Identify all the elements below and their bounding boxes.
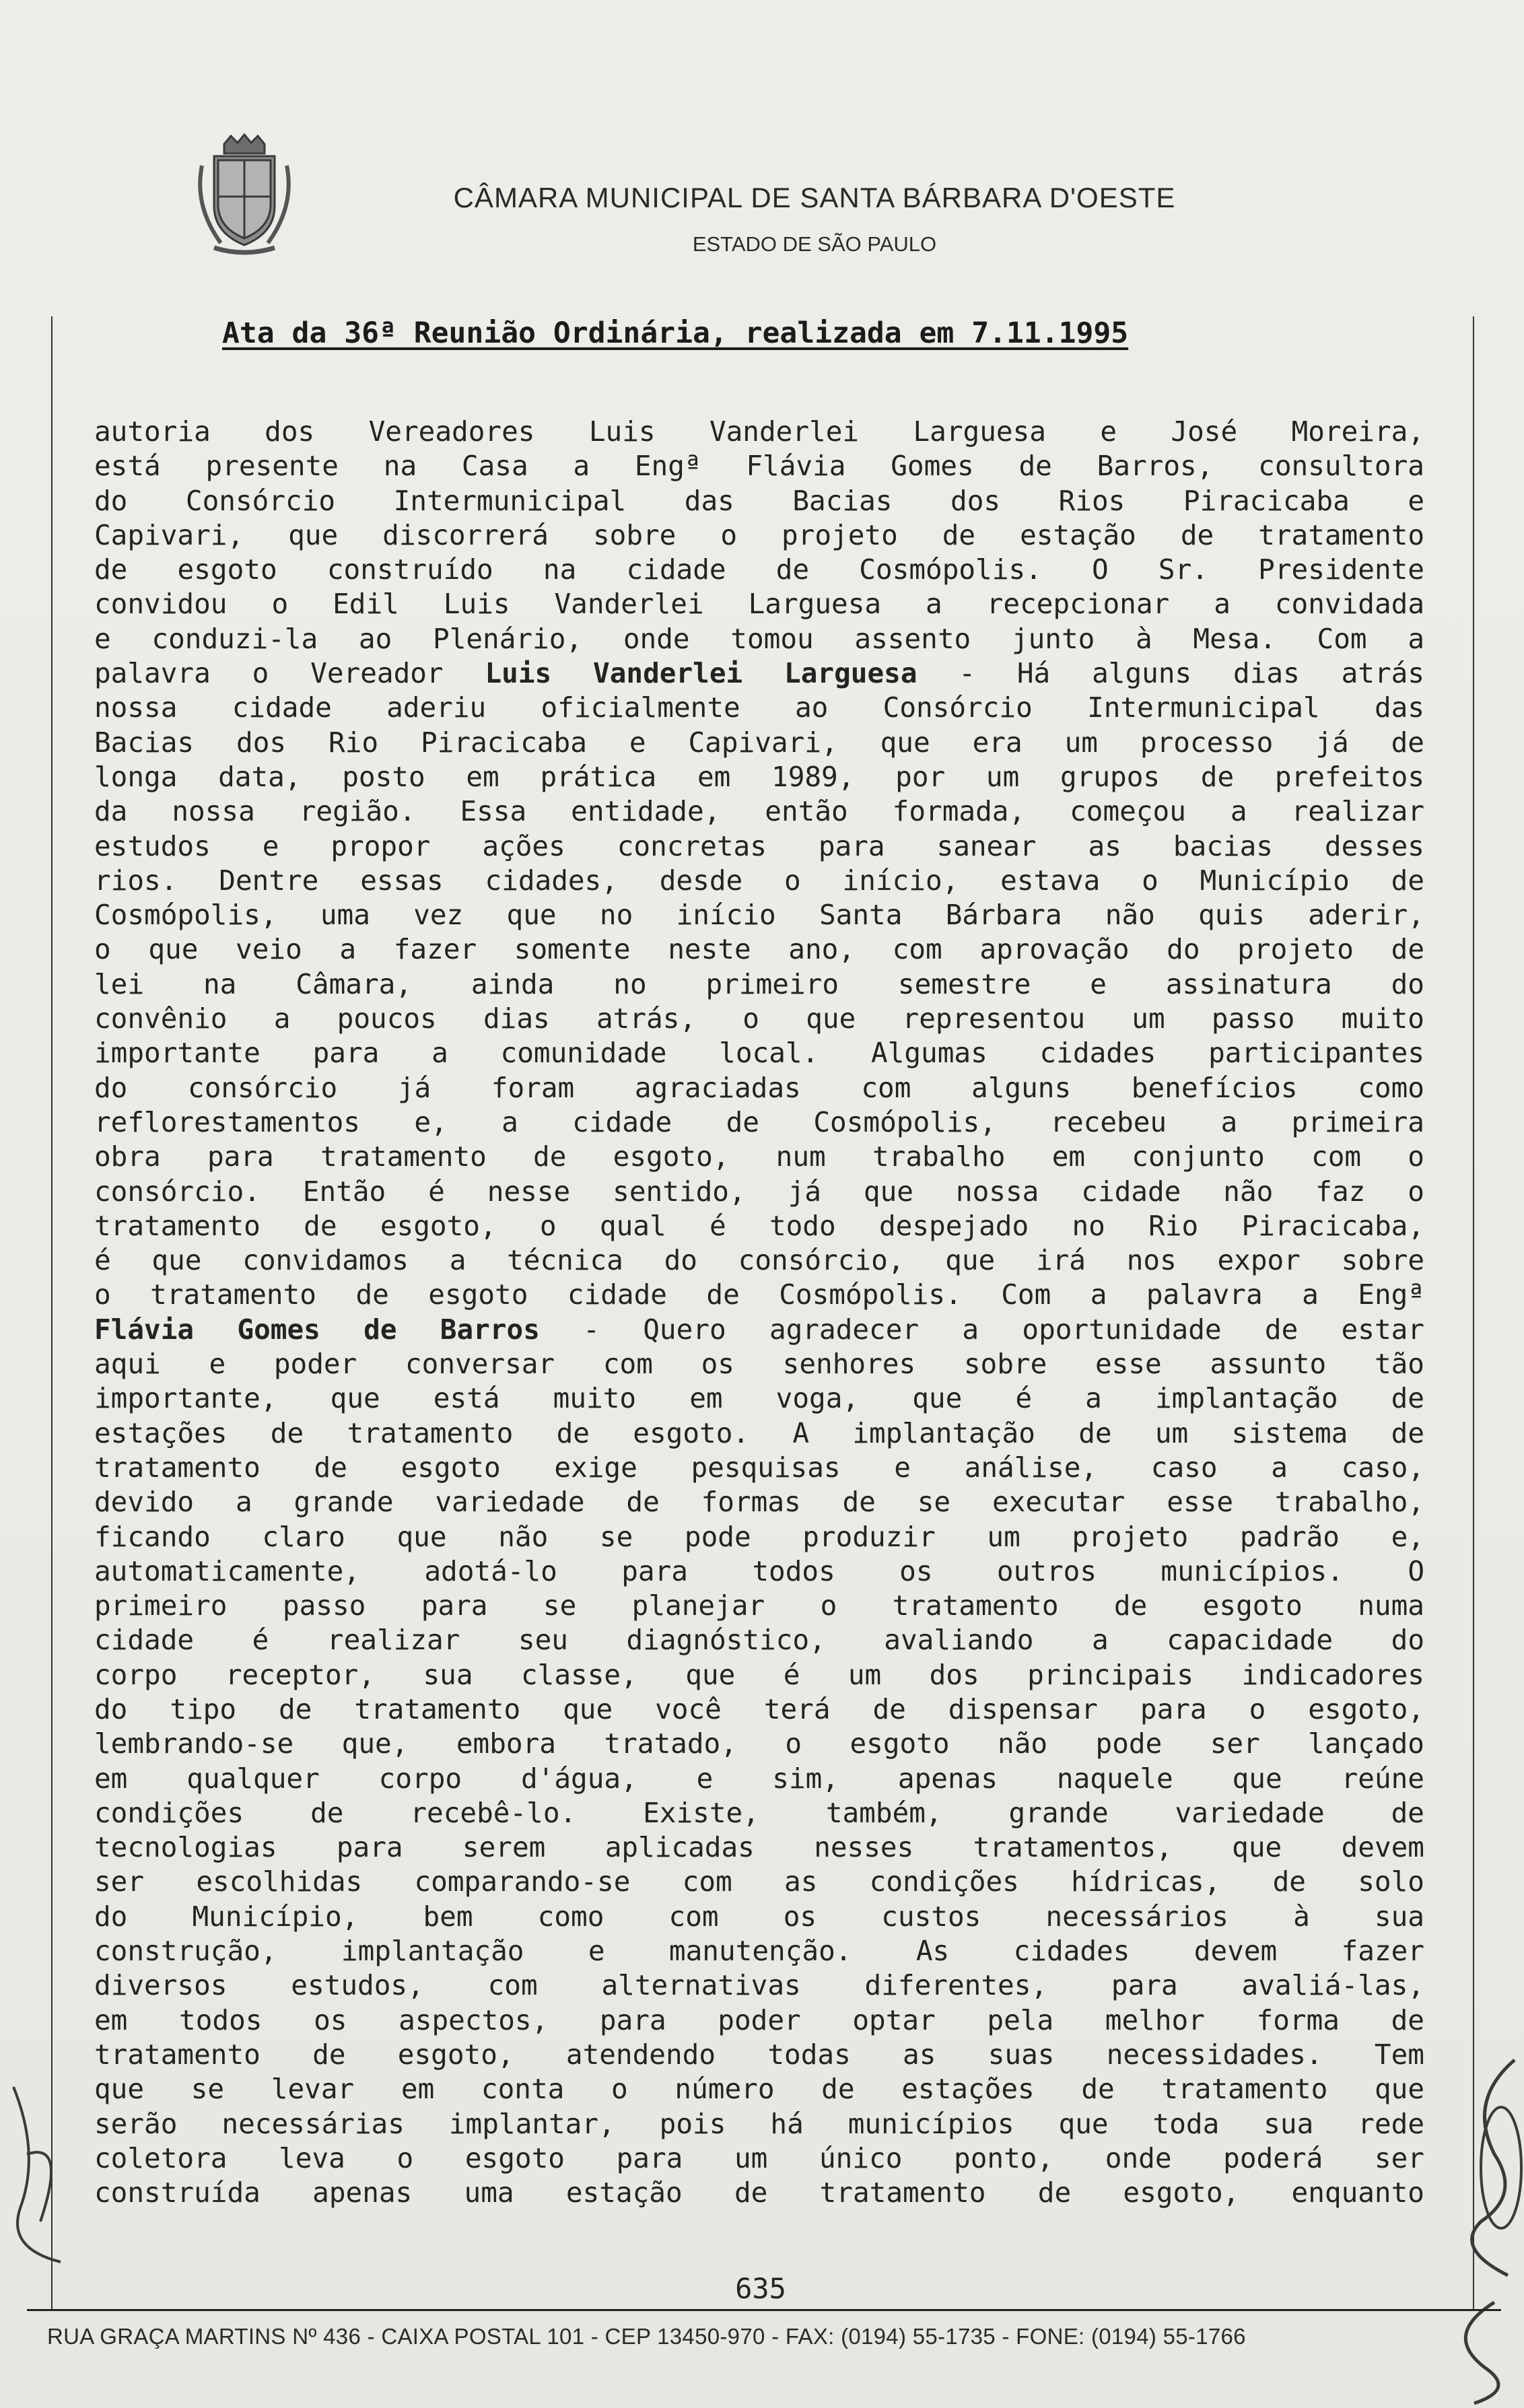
body-text-segment: que se levar em conta o número de estações de tratamento que (94, 2073, 1424, 2106)
body-line (94, 1105, 1424, 1140)
body-line (94, 1036, 1424, 1070)
body-text-segment: importante para a comunidade local. Algumas cidades participantes (94, 1037, 1424, 1070)
body-text-segment: - Quero agradecer a oportunidade de estar (539, 1313, 1424, 1346)
body-line (94, 2141, 1424, 2176)
body-text-segment: do consórcio já foram agraciadas com alguns benefícios como (94, 1071, 1424, 1104)
signature-left-icon (0, 2073, 81, 2275)
body-line (94, 1762, 1424, 1796)
body-line (94, 2176, 1424, 2210)
body-text-segment: em todos os aspectos, para poder optar pela melhor forma de (94, 2003, 1424, 2036)
body-text-segment: palavra o Vereador (94, 657, 485, 690)
body-text-segment: devido a grande variedade de formas de se executar esse trabalho, (94, 1486, 1424, 1519)
body-line (94, 1520, 1424, 1554)
body-text-segment: ficando claro que não se pode produzir um projeto padrão e, (94, 1520, 1424, 1553)
body-line (94, 967, 1424, 1002)
body-text-segment: consórcio. Então é nesse sentido, já que nossa cidade não faz o (94, 1175, 1424, 1208)
body-line (94, 656, 1424, 691)
left-margin-rule (51, 316, 53, 2309)
body-text-segment: está presente na Casa a Engª Flávia Gomes de Barros, consultora (94, 450, 1424, 483)
body-line (94, 932, 1424, 967)
body-text-segment: importante, que está muito em voga, que é a implantação de (94, 1382, 1424, 1415)
body-text-segment: do Município, bem como com os custos necessários à sua (94, 1900, 1424, 1933)
body-line (94, 2003, 1424, 2038)
body-line (94, 1623, 1424, 1657)
body-text-segment: tecnologias para serem aplicadas nesses tratamentos, que devem (94, 1831, 1424, 1864)
body-text-segment: automaticamente, adotá-lo para todos os outros municípios. O (94, 1554, 1424, 1587)
body-text-segment: em qualquer corpo d'água, e sim, apenas naquele que reúne (94, 1762, 1424, 1795)
body-text-segment: Capivari, que discorrerá sobre o projeto de estação de tratamento (94, 518, 1424, 551)
body-line (94, 1313, 1424, 1347)
body-line (94, 2107, 1424, 2141)
body-line (94, 1175, 1424, 1209)
minutes-title: Ata da 36ª Reunião Ordinária, realizada em 7.11.1995 (222, 316, 1129, 350)
body-text-segment: longa data, posto em prática em 1989, por um grupos de prefeitos (94, 760, 1424, 793)
body-line (94, 587, 1424, 621)
body-line (94, 1589, 1424, 1623)
signature-right-icon (1414, 2020, 1524, 2408)
body-line (94, 898, 1424, 932)
footer-divider (27, 2309, 1501, 2311)
body-line (94, 1347, 1424, 1381)
body-text-segment: convidou o Edil Luis Vanderlei Larguesa a recepcionar a convidada (94, 588, 1424, 621)
body-line (94, 2072, 1424, 2106)
body-line (94, 1968, 1424, 2003)
body-text-segment: estações de tratamento de esgoto. A implantação de um sistema de (94, 1416, 1424, 1449)
body-text-segment: estudos e propor ações concretas para sanear as bacias desses (94, 829, 1424, 862)
body-line (94, 760, 1424, 794)
body-line (94, 726, 1424, 760)
body-line (94, 484, 1424, 518)
body-line (94, 1209, 1424, 1243)
body-line (94, 518, 1424, 553)
body-text-segment: e conduzi-la ao Plenário, onde tomou assento junto à Mesa. Com a (94, 622, 1424, 655)
body-line (94, 794, 1424, 829)
body-text-segment: Bacias dos Rio Piracicaba e Capivari, que era um processo já de (94, 726, 1424, 759)
body-line (94, 1796, 1424, 1830)
body-text-segment: obra para tratamento de esgoto, num trabalho em conjunto com o (94, 1140, 1424, 1173)
body-text-segment: construção, implantação e manutenção. As cidades devem fazer (94, 1935, 1424, 1968)
body-text-segment: serão necessárias implantar, pois há municípios que toda sua rede (94, 2107, 1424, 2140)
body-line (94, 1554, 1424, 1589)
body-text-segment: tratamento de esgoto, atendendo todas as suas necessidades. Tem (94, 2038, 1424, 2071)
body-line (94, 1071, 1424, 1105)
body-text-segment: lembrando-se que, embora tratado, o esgoto não pode ser lançado (94, 1727, 1424, 1760)
body-line (94, 415, 1424, 449)
body-text-segment: primeiro passo para se planejar o tratamento de esgoto numa (94, 1589, 1424, 1622)
body-text-segment: lei na Câmara, ainda no primeiro semestre e assinatura do (94, 967, 1424, 1000)
speaker-name: Flávia Gomes de Barros (94, 1313, 540, 1346)
body-text-segment: autoria dos Vereadores Luis Vanderlei Larguesa e José Moreira, (94, 415, 1424, 448)
body-text-segment: convênio a poucos dias atrás, o que representou um passo muito (94, 1002, 1424, 1035)
body-text-segment: corpo receptor, sua classe, que é um dos principais indicadores (94, 1658, 1424, 1691)
body-line (94, 1278, 1424, 1312)
body-line (94, 1865, 1424, 1899)
body-line (94, 1692, 1424, 1727)
body-line (94, 1243, 1424, 1278)
body-text-segment: coletora leva o esgoto para um único ponto, onde poderá ser (94, 2141, 1424, 2174)
body-text-segment: da nossa região. Essa entidade, então formada, começou a realizar (94, 795, 1424, 828)
body-line (94, 1934, 1424, 1968)
body-text-segment: nossa cidade aderiu oficialmente ao Consórcio Intermunicipal das (94, 691, 1424, 724)
body-text-segment: diversos estudos, com alternativas diferentes, para avaliá-las, (94, 1969, 1424, 2002)
body-line (94, 1140, 1424, 1174)
coat-of-arms-icon (194, 132, 295, 260)
body-line (94, 1900, 1424, 1934)
body-text-segment: rios. Dentre essas cidades, desde o início, estava o Município de (94, 864, 1424, 897)
body-line (94, 1451, 1424, 1485)
body-line (94, 1002, 1424, 1036)
right-margin-rule (1473, 316, 1474, 2309)
body-text-segment: do tipo de tratamento que você terá de dispensar para o esgoto, (94, 1692, 1424, 1725)
body-text-segment: tratamento de esgoto, o qual é todo despejado no Rio Piracicaba, (94, 1209, 1424, 1242)
body-line (94, 2038, 1424, 2072)
body-line (94, 691, 1424, 725)
body-text-segment: do Consórcio Intermunicipal das Bacias dos Rios Piracicaba e (94, 484, 1424, 517)
body-line (94, 1830, 1424, 1865)
body-line (94, 1727, 1424, 1761)
body-text-segment: ser escolhidas comparando-se com as condições hídricas, de solo (94, 1865, 1424, 1898)
body-line (94, 553, 1424, 587)
body-line (94, 449, 1424, 483)
body-text-segment: condições de recebê-lo. Existe, também, grande variedade de (94, 1796, 1424, 1829)
body-text-segment: o que veio a fazer somente neste ano, com aprovação do projeto de (94, 933, 1424, 966)
page-number: 635 (735, 2272, 786, 2305)
body-line (94, 864, 1424, 898)
letterhead-subtitle: ESTADO DE SÃO PAULO (692, 232, 937, 256)
body-text-segment: reflorestamentos e, a cidade de Cosmópolis, recebeu a primeira (94, 1105, 1424, 1138)
body-text-segment: construída apenas uma estação de tratamento de esgoto, enquanto (94, 2176, 1424, 2209)
body-line (94, 1485, 1424, 1519)
body-text-segment: aqui e poder conversar com os senhores sobre esse assunto tão (94, 1348, 1424, 1381)
body-line (94, 829, 1424, 864)
footer-address: RUA GRAÇA MARTINS Nº 436 - CAIXA POSTAL 101 - CEP 13450-970 - FAX: (0194) 55-1735 - FONE: (0194) 55-1766 (47, 2324, 1246, 2349)
body-text-segment: o tratamento de esgoto cidade de Cosmópolis. Com a palavra a Engª (94, 1278, 1424, 1311)
body-line (94, 1381, 1424, 1416)
body-text-segment: tratamento de esgoto exige pesquisas e análise, caso a caso, (94, 1451, 1424, 1484)
speaker-name: Luis Vanderlei Larguesa (485, 657, 917, 690)
body-text-segment: é que convidamos a técnica do consórcio, que irá nos expor sobre (94, 1244, 1424, 1277)
body-text-segment: Cosmópolis, uma vez que no início Santa Bárbara não quis aderir, (94, 899, 1424, 932)
body-text-segment: - Há alguns dias atrás (917, 657, 1425, 690)
minutes-body (94, 415, 1424, 2210)
letterhead-title: CÂMARA MUNICIPAL DE SANTA BÁRBARA D'OESTE (453, 182, 1176, 213)
body-text-segment: de esgoto construído na cidade de Cosmópolis. O Sr. Presidente (94, 553, 1424, 586)
body-line (94, 622, 1424, 656)
body-line (94, 1416, 1424, 1451)
body-line (94, 1658, 1424, 1692)
body-text-segment: cidade é realizar seu diagnóstico, avaliando a capacidade do (94, 1624, 1424, 1657)
